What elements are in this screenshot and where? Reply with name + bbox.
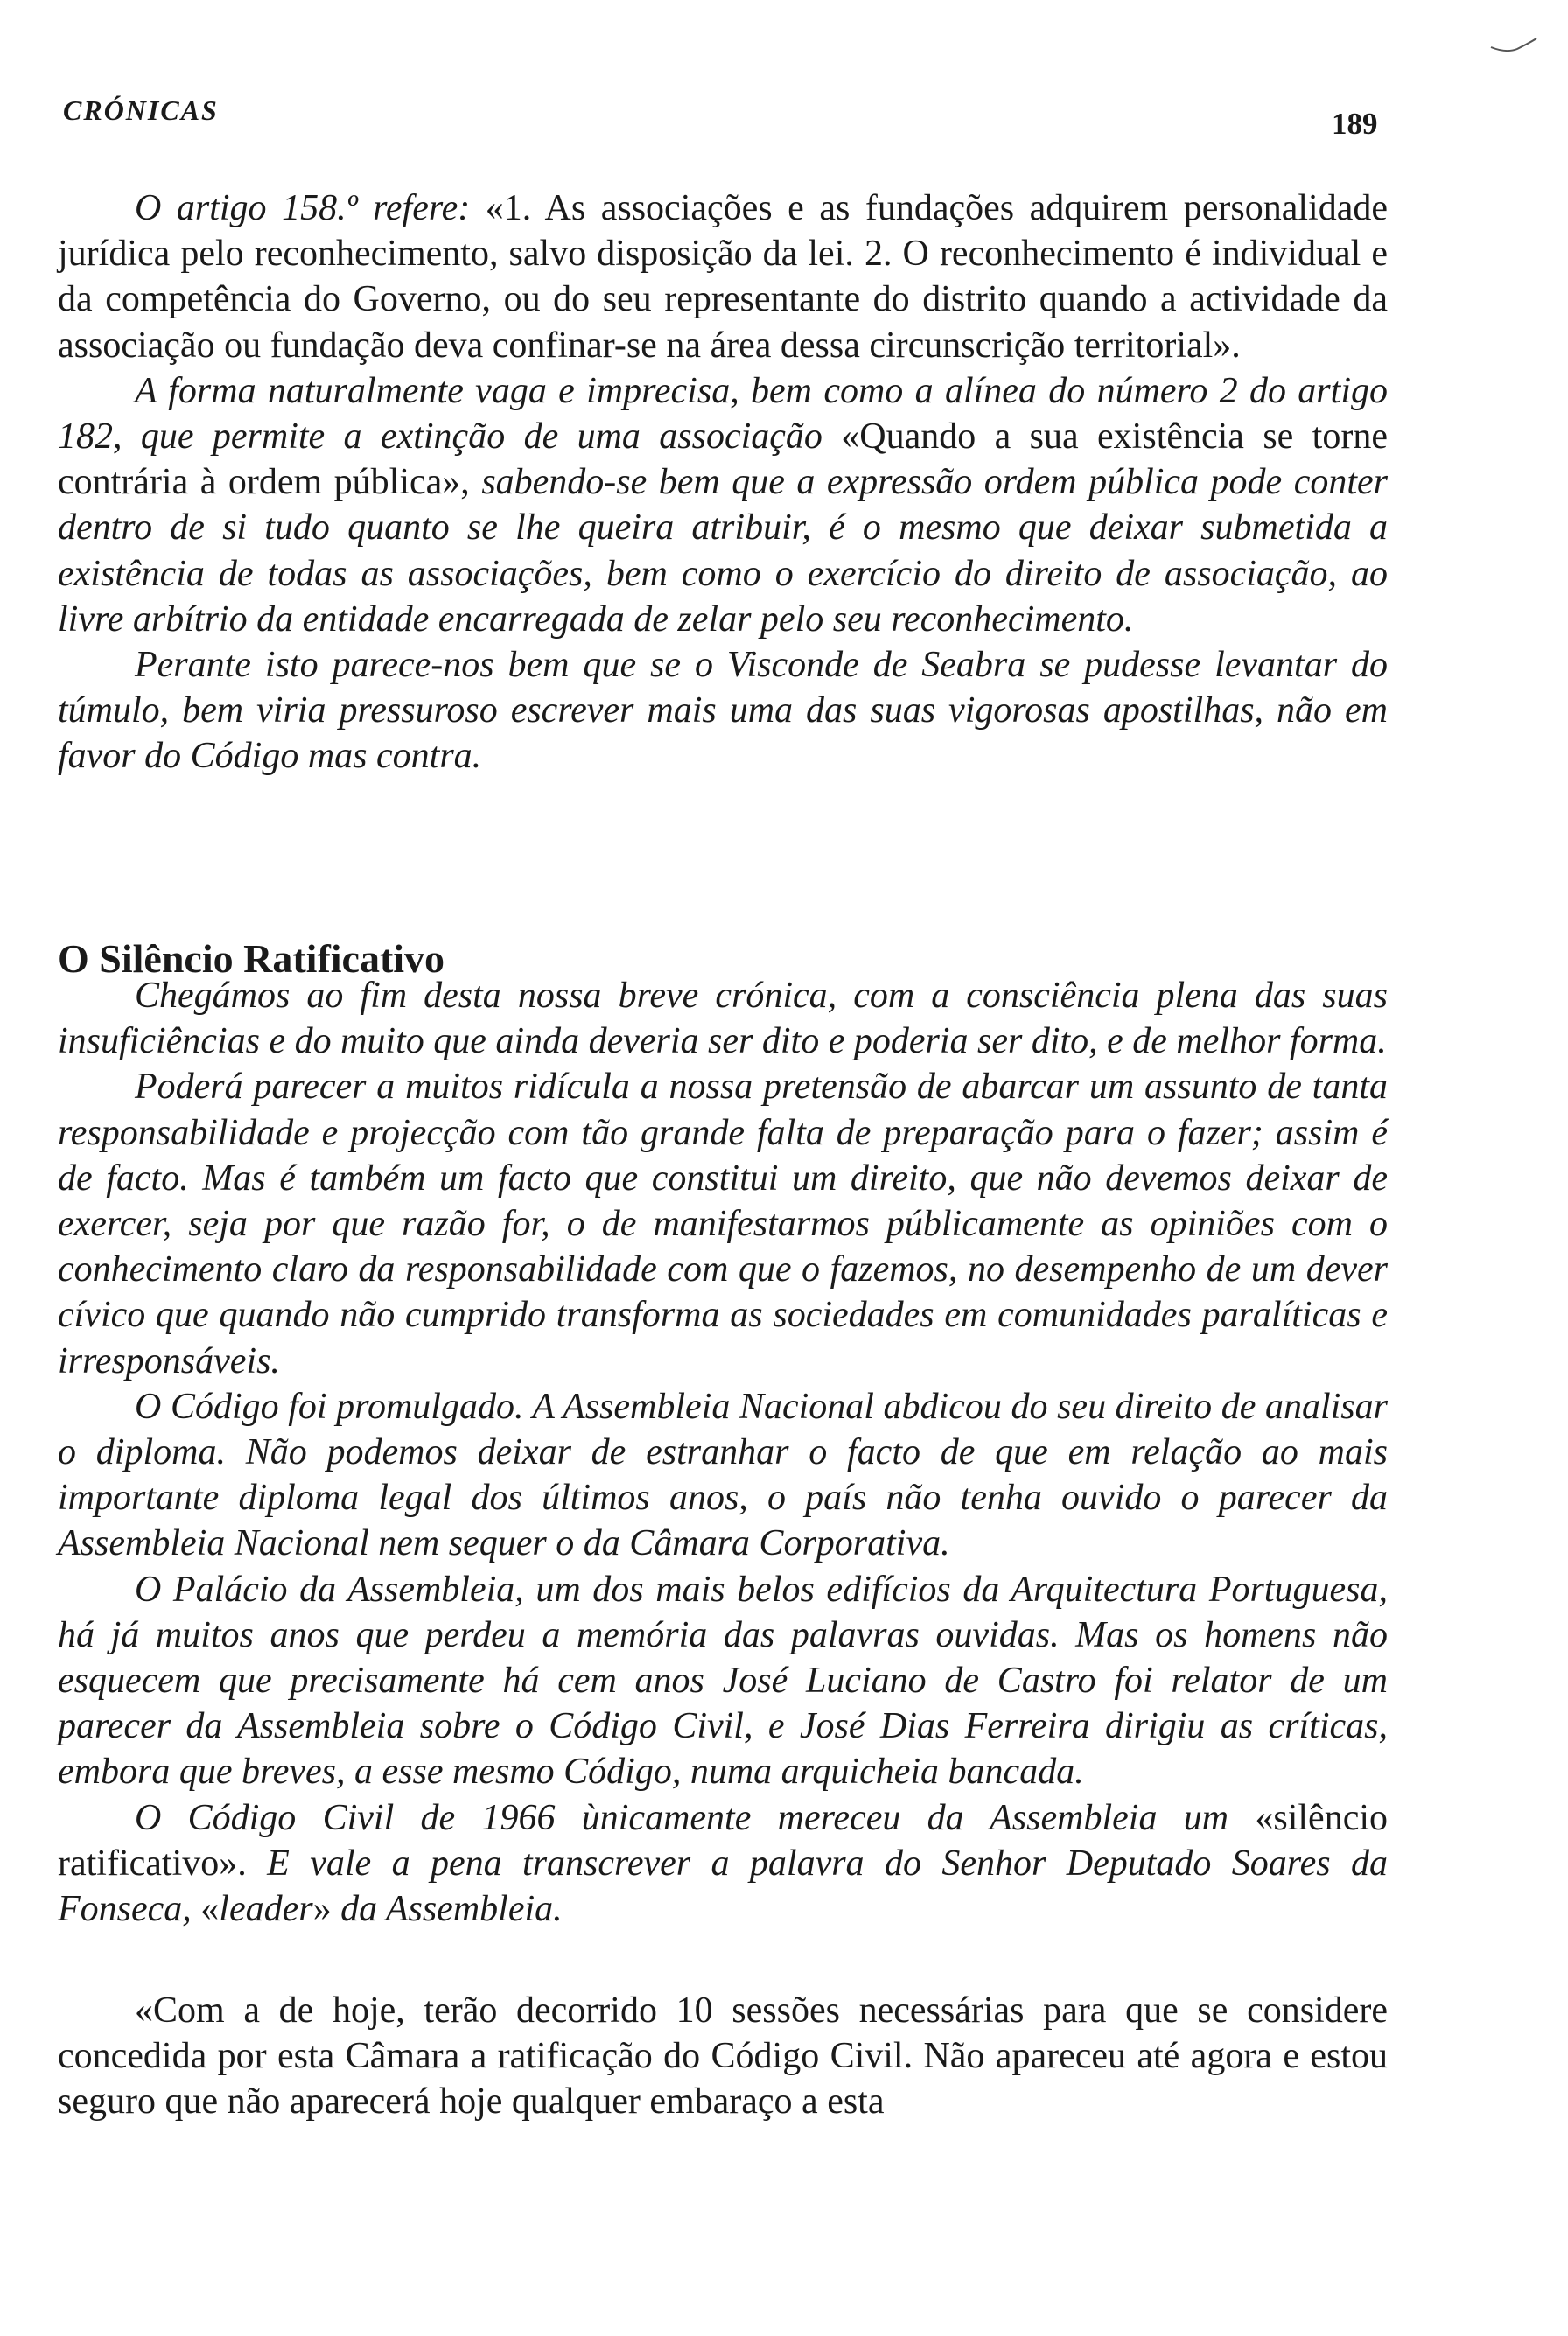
italic-text: A forma naturalmente vaga e imprecisa, bem como a alínea do número 2 do artigo 182, que permite a extinção de uma associação	[58, 370, 1388, 458]
paragraph: Poderá parecer a muitos ridícula a nossa pretensão de abarcar um assunto de tanta responsabilidade e projecção com tão grande falta de preparação para o fazer; assim é de facto. Mas é também um facto que constitui um direito, que não devemos deixar de exercer, seja por que razão for, o de manifestarmos públicamente as opiniões com o conhecimento claro da responsabilidade com que o fazemos, no desempenho de um dever cívico que quando não cumprido transforma as sociedades em comunidades paralíticas e irresponsáveis.	[58, 1067, 1388, 1381]
paragraph	[58, 368, 1388, 642]
paragraph: O Código foi promulgado. A Assembleia Nacional abdicou do seu direito de analisar o diploma. Não podemos deixar de estranhar o facto de que em relação ao mais importante diploma legal dos últimos anos, o país não tenha ouvido o parecer da Assembleia Nacional nem sequer o da Câmara Corporativa.	[58, 1386, 1388, 1564]
paragraph: «Com a de hoje, terão decorrido 10 sessões necessárias para que se considere concedida por esta Câmara a ratificação do Código Civil. Não apareceu até agora e estou seguro que não aparecerá hoje qualquer embaraço a esta	[58, 1990, 1388, 2123]
pencil-mark	[1488, 35, 1540, 56]
section-heading: O Silêncio Ratificativo	[58, 936, 445, 981]
italic-text: O Código Civil de 1966 ùnicamente mereceu da Assembleia um	[135, 1797, 1229, 1838]
roman-text: «Quando a sua existência se torne contrária à ordem pública»,	[58, 416, 1388, 503]
intro-text	[58, 185, 1388, 780]
roman-text: »	[312, 1889, 341, 1930]
page-number: 189	[1332, 107, 1378, 141]
italic-text: leader	[219, 1889, 313, 1930]
paragraph	[58, 1795, 1388, 1933]
roman-text: «1. As associações e as fundações adquirem personalidade jurídica pelo reconhecimento, salvo disposição da lei. 2. O reconhecimento é individual e da competência do Governo, ou do seu representante do distrito quando a actividade da associação ou fundação deva confinar-se na área dessa circunscrição territorial».	[58, 188, 1388, 366]
paragraph: O Palácio da Assembleia, um dos mais belos edifícios da Arquitectura Portuguesa, há já muitos anos que perdeu a memória das palavras ouvidas. Mas os homens não esquecem que precisamente há cem anos José Luciano de Castro foi relator de um parecer da Assembleia sobre o Código Civil, e José Dias Ferreira dirigiu as críticas, embora que breves, a esse mesmo Código, numa arquicheia bancada.	[58, 1569, 1388, 1793]
quotation-text	[58, 1988, 1388, 2125]
italic-text: E vale a pena transcrever a palavra do Senhor Deputado Soares da Fonseca,	[58, 1843, 1388, 1930]
roman-text: «silêncio ratificativo».	[58, 1797, 1389, 1884]
italic-text: sabendo-se bem que a expressão ordem pública pode conter dentro de si tudo quanto se lhe queira atribuir, é o mesmo que deixar submetida a existência de todas as associações, bem como o exercício do direito de associação, ao livre arbítrio da entidade encarregada de zelar pelo seu reconhecimento.	[58, 462, 1388, 640]
roman-text: «	[191, 1889, 220, 1930]
paragraph	[58, 185, 1388, 368]
paragraph: Chegámos ao fim desta nossa breve crónica, com a consciência plena das suas insuficiências e do muito que ainda deveria ser dito e poderia ser dito, e de melhor forma.	[58, 976, 1388, 1062]
italic-text: da Assembleia.	[340, 1889, 563, 1930]
section-text	[58, 973, 1388, 1932]
italic-text: Perante isto parece-nos bem que se o Visconde de Seabra se pudesse levantar do túmulo, bem viria pressuroso escrever mais uma das suas vigorosas apostilhas, não em favor do Código mas contra.	[58, 645, 1388, 777]
running-head: CRÓNICAS	[63, 94, 219, 126]
italic-text: O artigo 158.º refere:	[135, 188, 471, 228]
paragraph	[58, 642, 1388, 780]
